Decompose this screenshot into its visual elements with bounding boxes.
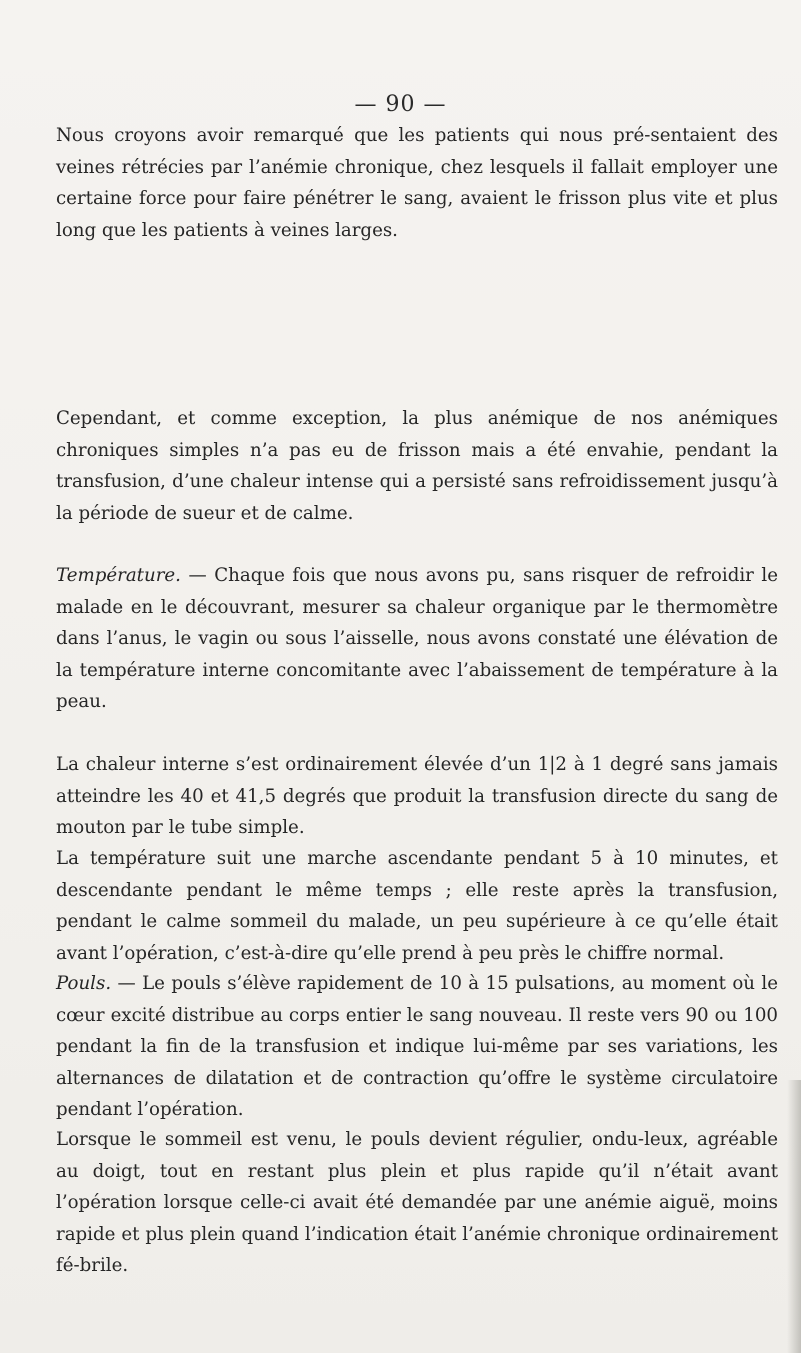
- paragraph-text: [56, 560, 778, 718]
- paragraph-text: Cependant, et comme exception, la plus anémique de nos anémiques chroniques simples n’a pas eu de frisson mais a été envahie, pendant la transfusion, d’une chaleur intense qui a persisté sans refroidissement jusqu’à la période de sueur et de calme.: [56, 408, 778, 524]
- paragraph-text: [56, 968, 778, 1126]
- paragraph-pouls: [56, 968, 778, 1126]
- paragraph-text: Lorsque le sommeil est venu, le pouls devient régulier, ondu-leux, agréable au doigt, tout en restant plus plein et plus rapide qu’il n’était avant l’opération lorsque celle-ci avait été demandée par une anémie aiguë, moins rapide et plus plein quand l’indication était l’anémie chronique ordinairement fé-brile.: [56, 1129, 778, 1276]
- page-number: — 90 —: [354, 92, 447, 117]
- paragraph-1: [56, 120, 778, 246]
- page-edge-shadow: [787, 1080, 801, 1353]
- section-heading-temperature: Température.: [56, 565, 181, 586]
- paragraph-7: [56, 1124, 778, 1282]
- section-heading-pouls: Pouls.: [56, 973, 112, 994]
- paragraph-2: [56, 403, 778, 529]
- paragraph-body: — Le pouls s’élève rapidement de 10 à 15 pulsations, au moment où le cœur excité distribue au corps entier le sang nouveau. Il reste vers 90 ou 100 pendant la fin de la transfusion et indique lui-même par ses variations, les alternances de dilatation et de contraction qu’offre le système circulatoire pendant l’opération.: [56, 973, 778, 1120]
- paragraph-temperature: [56, 560, 778, 718]
- paragraph-text: La température suit une marche ascendante pendant 5 à 10 minutes, et descendante pendant le même temps ; elle reste après la transfusion, pendant le calme sommeil du malade, un peu supérieure à ce qu’elle était avant l’opération, c’est-à-dire qu’elle prend à peu près le chiffre normal.: [56, 848, 778, 964]
- paragraph-text: La chaleur interne s’est ordinairement élevée d’un 1|2 à 1 degré sans jamais atteindre les 40 et 41,5 degrés que produit la transfusion directe du sang de mouton par le tube simple.: [56, 754, 778, 838]
- paragraph-5: [56, 843, 778, 969]
- paragraph-4: [56, 749, 778, 844]
- paragraph-text: Nous croyons avoir remarqué que les patients qui nous pré-sentaient des veines rétrécies par l’anémie chronique, chez lesquels il fallait employer une certaine force pour faire pénétrer le sang, avaient le frisson plus vite et plus long que les patients à veines larges.: [56, 125, 778, 241]
- paragraph-body: — Chaque fois que nous avons pu, sans risquer de refroidir le malade en le découvrant, mesurer sa chaleur organique par le thermomètre dans l’anus, le vagin ou sous l’aisselle, nous avons constaté une élévation de la température interne concomitante avec l’abaissement de température à la peau.: [56, 565, 778, 712]
